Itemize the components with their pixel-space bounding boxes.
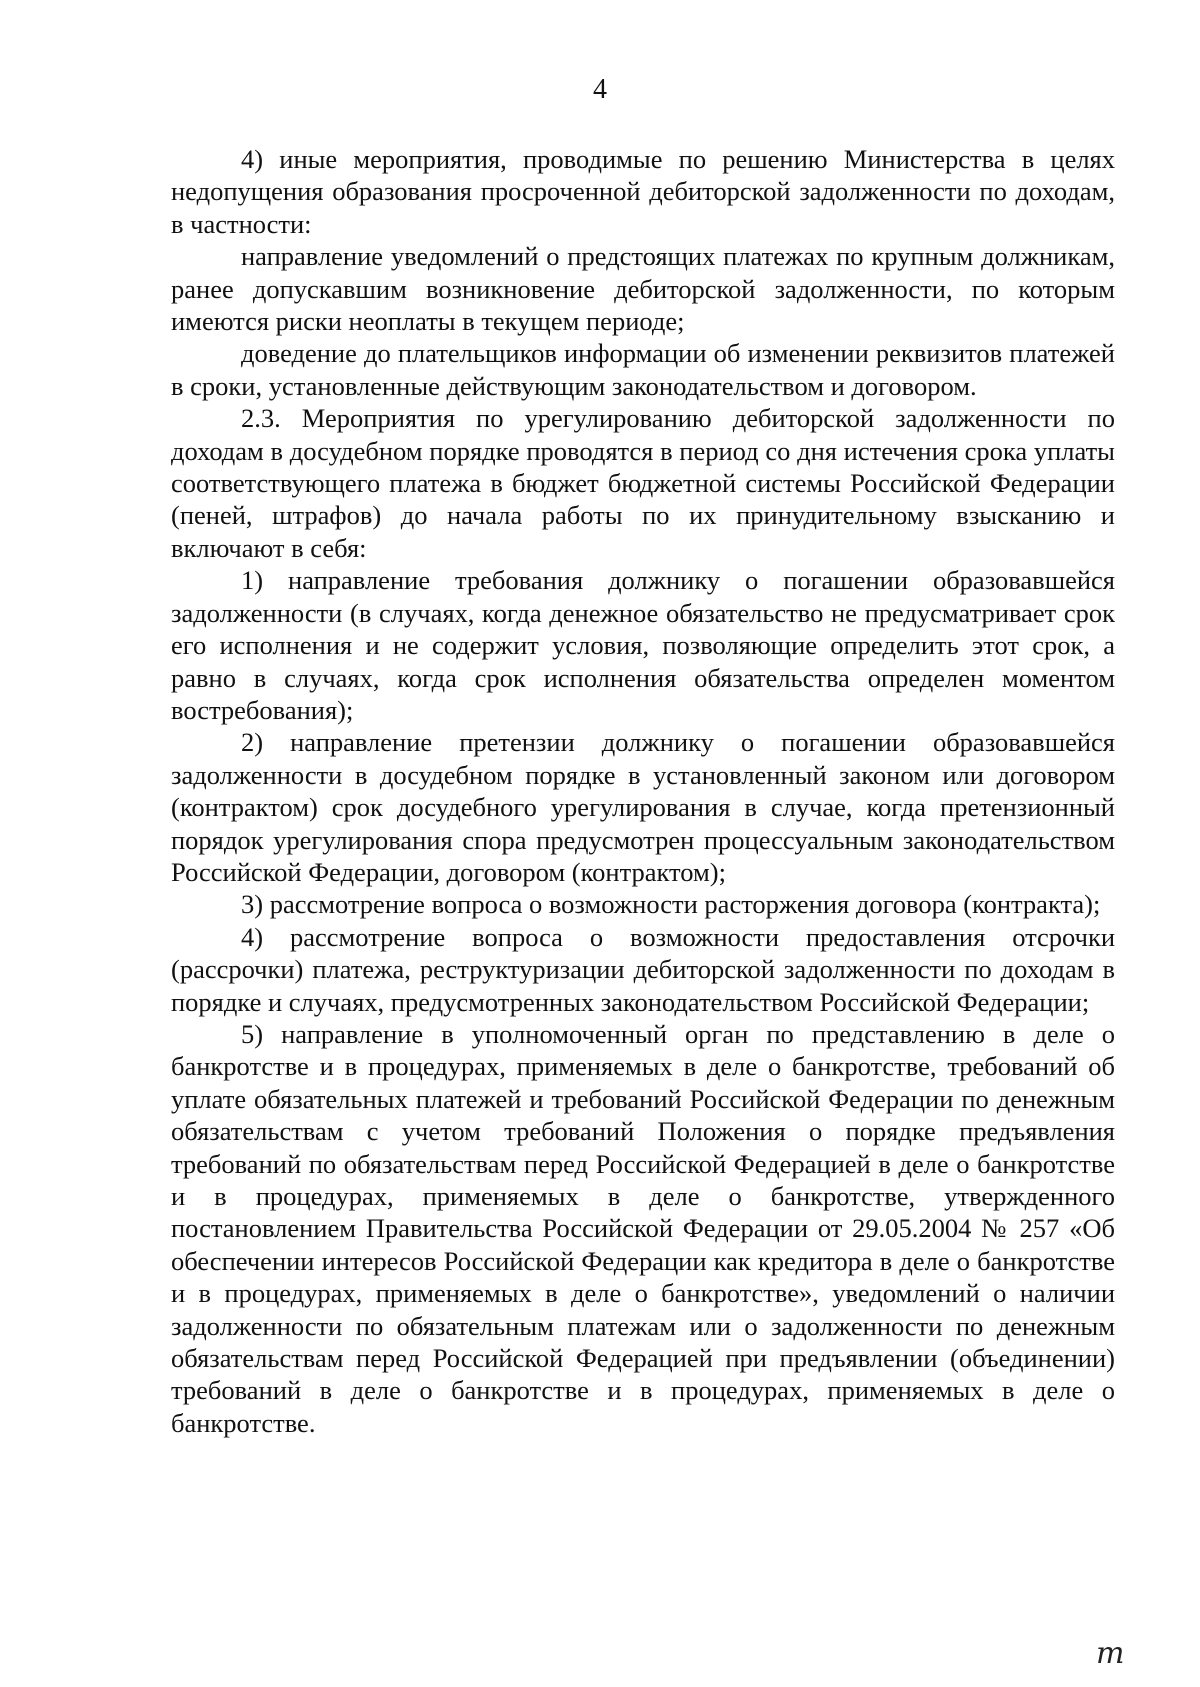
page-number: 4 xyxy=(593,74,607,105)
paragraph-requisites: доведение до плательщиков информации об изменении реквизитов платежей в сроки, установленные действующим законодательством и договором. xyxy=(171,338,1115,401)
paragraph-item-4: 4) рассмотрение вопроса о возможности предоставления отсрочки (рассрочки) платежа, реструктуризации дебиторской задолженности по доходам в порядке и случаях, предусмотренных законодательством Российской Федерации; xyxy=(171,921,1115,1017)
paragraph-section-2-3: 2.3. Мероприятия по урегулированию дебиторской задолженности по доходам в досудебном порядке проводятся в период со дня истечения срока уплаты соответствующего платежа в бюджет бюджетной системы Российской Федерации (пеней, штрафов) до начала работы по их принудительному взысканию и включают в себя: xyxy=(171,403,1115,563)
paragraph-item-4-measures: 4) иные мероприятия, проводимые по решению Министерства в целях недопущения образования просроченной дебиторской задолженности по доходам, в частности: xyxy=(171,144,1115,239)
paragraph-item-2: 2) направление претензии должнику о погашении образовавшейся задолженности в досудебном порядке в установленный законом или договором (контрактом) срок досудебного урегулирования в случае, когда претензионный порядок урегулирования спора предусмотрен процессуальным законодательством Российской Федерации, договором (контрактом); xyxy=(171,727,1115,887)
paragraph-item-3: 3) рассмотрение вопроса о возможности расторжения договора (контракта); xyxy=(241,889,1101,920)
document-body xyxy=(171,143,1115,1439)
paragraph-item-5: 5) направление в уполномоченный орган по представлению в деле о банкротстве и в процедурах, применяемых в деле о банкротстве, требований об уплате обязательных платежей и требований Российской Федерации по денежным обязательствам с учетом требований Положения о порядке предъявления требований по обязательствам перед Российской Федерацией в деле о банкротстве и в процедурах, применяемых в деле о банкротстве, утвержденного постановлением Правительства Российской Федерации от 29.05.2004 № 257 «Об обеспечении интересов Российской Федерации как кредитора в деле о банкротстве и в процедурах, применяемых в деле о банкротстве», уведомлений о наличии задолженности по обязательным платежам или о задолженности по денежным обязательствам перед Российской Федерацией при предъявлении (объединении) требований в деле о банкротстве и в процедурах, применяемых в деле о банкротстве. xyxy=(171,1018,1115,1438)
paragraph-notifications: направление уведомлений о предстоящих платежах по крупным должникам, ранее допускавшим возникновение дебиторской задолженности, по которым имеются риски неоплаты в текущем периоде; xyxy=(171,241,1115,337)
paragraph-item-1: 1) направление требования должнику о погашении образовавшейся задолженности (в случаях, когда денежное обязательство не предусматривает срок его исполнения и не содержит условия, позволяющие определить этот срок, а равно в случаях, когда срок исполнения обязательства определен моментом востребования); xyxy=(171,565,1115,725)
handwritten-initials: m xyxy=(1096,1636,1123,1671)
